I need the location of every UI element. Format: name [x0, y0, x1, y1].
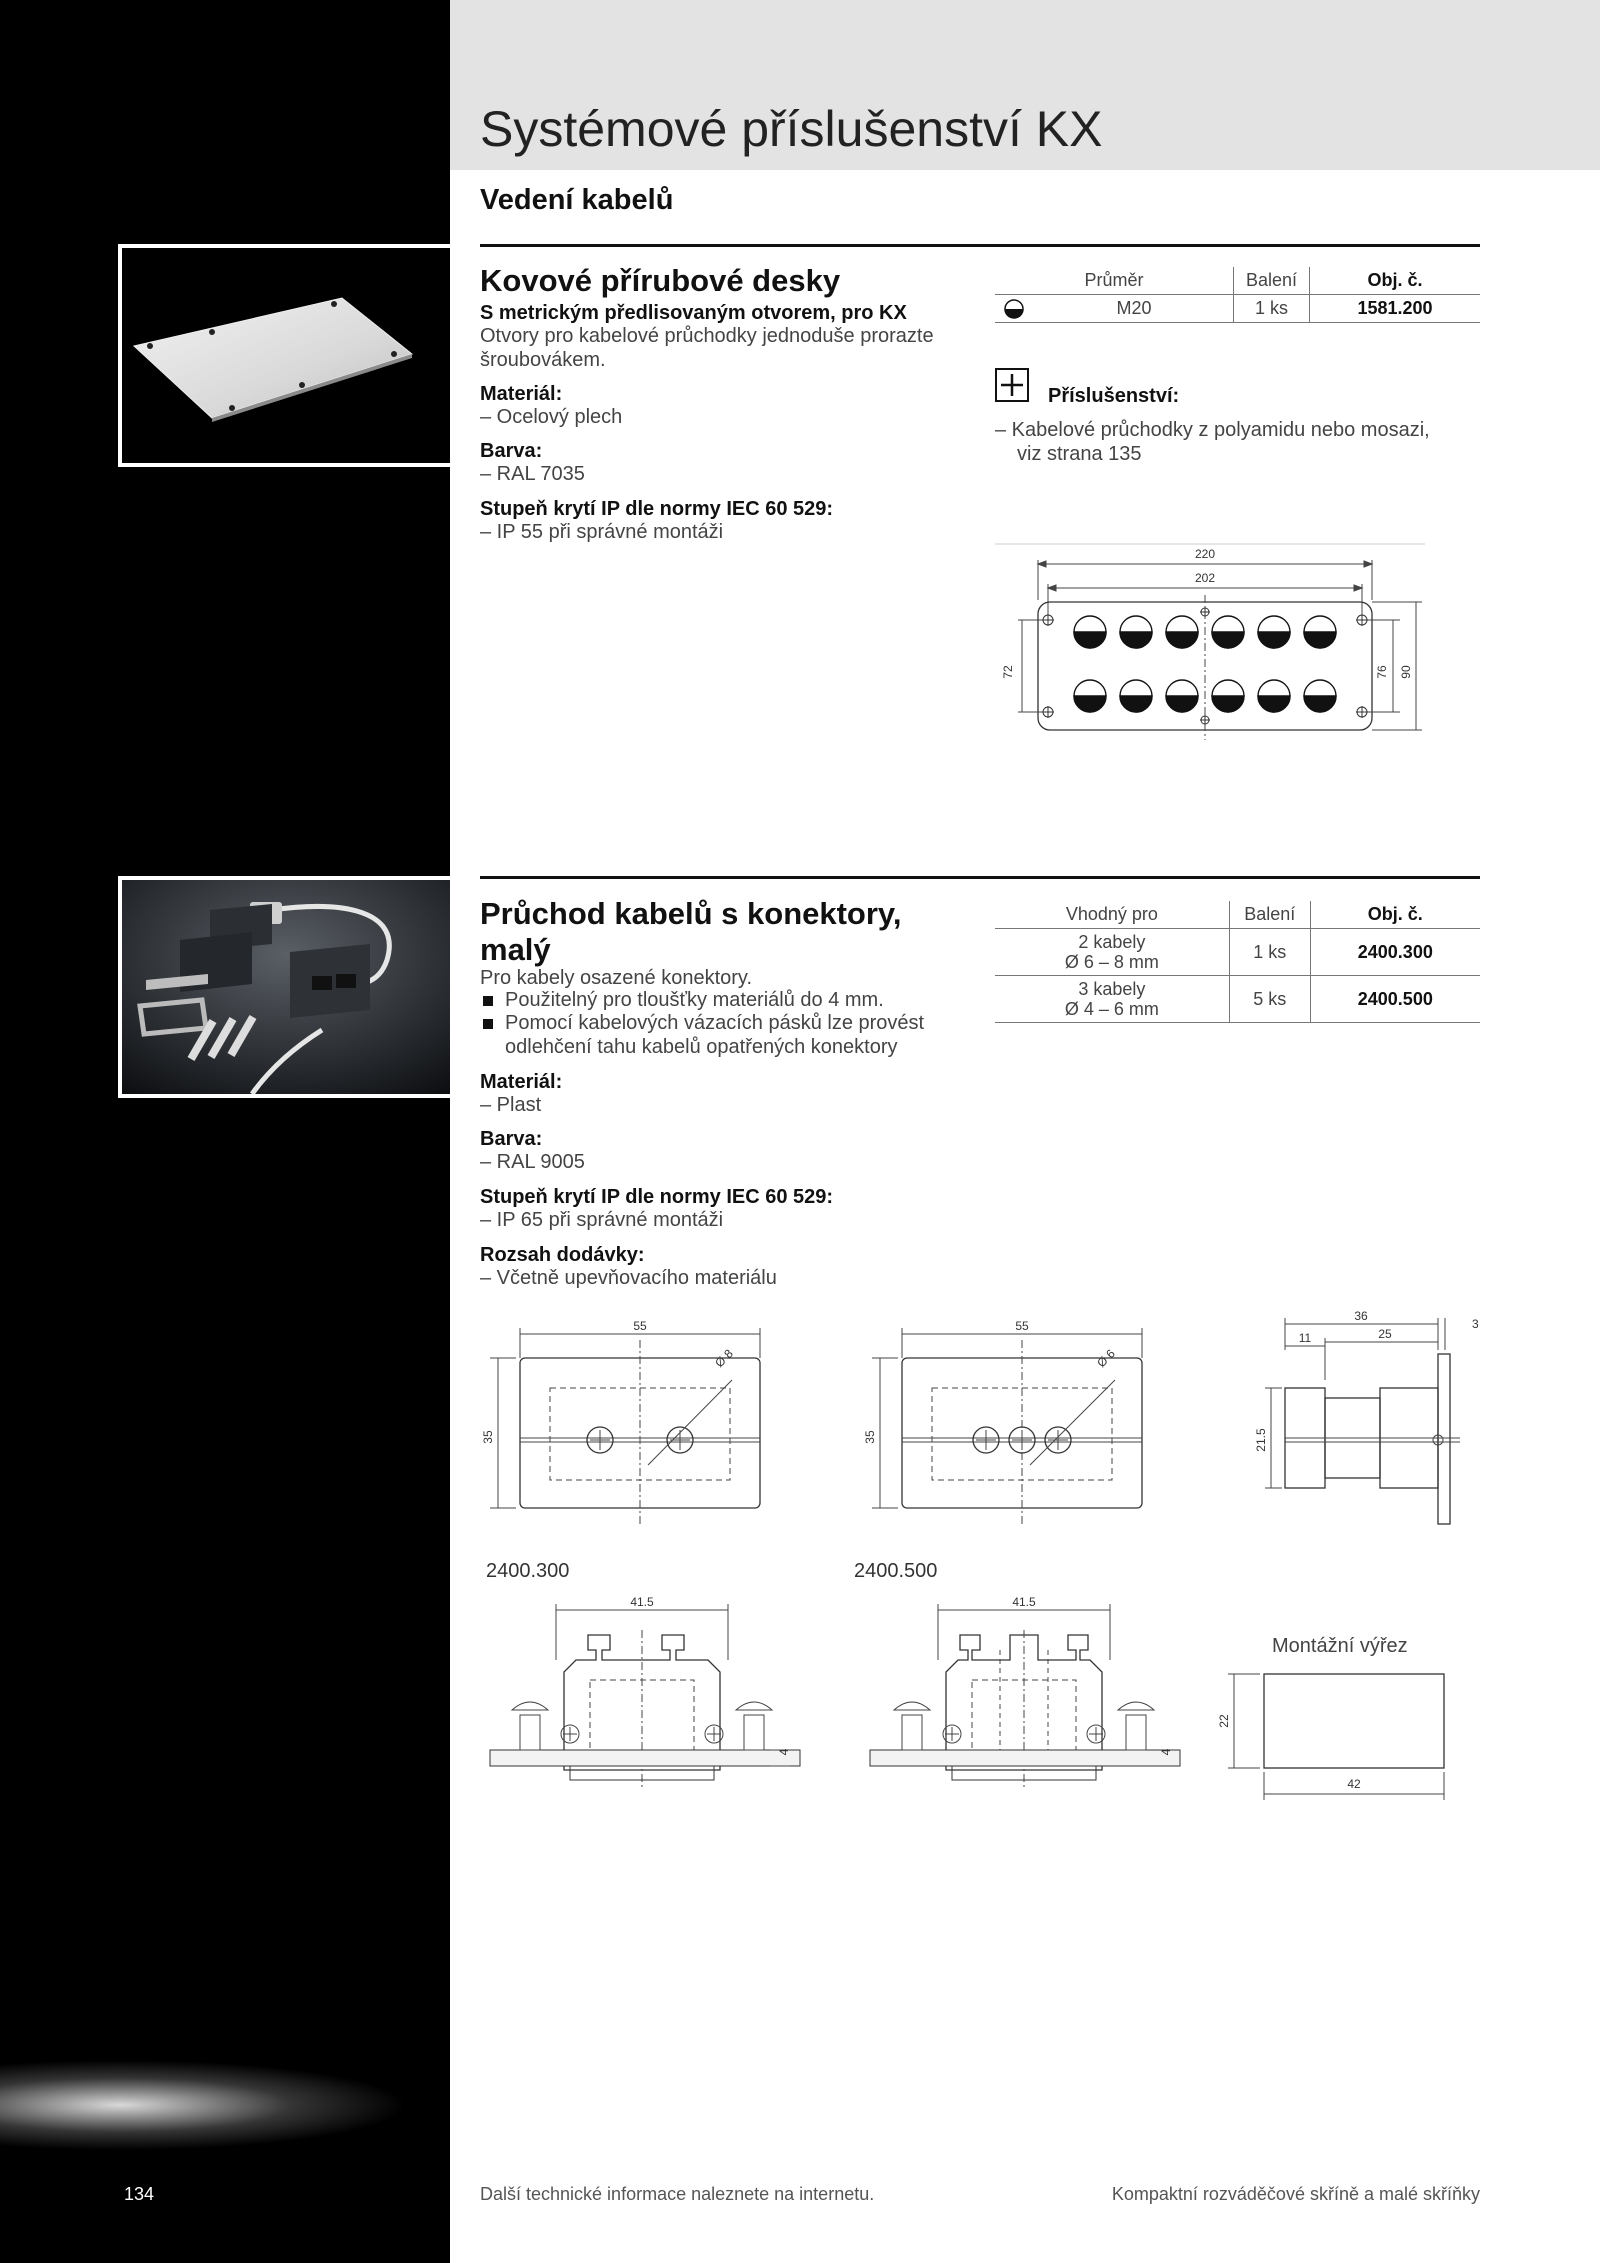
plus-icon [995, 368, 1029, 402]
dim-220: 220 [1194, 547, 1216, 561]
dim-25: 25 [1378, 1327, 1392, 1341]
cell-pack: 1 ks [1234, 295, 1310, 323]
col-suitable: Vhodný pro [995, 901, 1229, 929]
cutout-label: Montážní výřez [1272, 1635, 1408, 1657]
dim-41-5-b: 41.5 [1012, 1595, 1036, 1609]
product2-color-label: Barva: [480, 1128, 543, 1150]
product1-color-value: – RAL 7035 [480, 463, 585, 485]
col-order: Obj. č. [1310, 267, 1481, 295]
knockout-hole-fill [1074, 696, 1106, 712]
dim-4-a: 4 [777, 1748, 791, 1756]
section-subtitle: Vedení kabelů [480, 184, 674, 216]
footer-catalog: Kompaktní rozváděčové skříně a malé skříňky [1111, 2184, 1480, 2204]
flange-plate-drawing [990, 540, 1440, 750]
front-view-2400-300 [481, 1319, 760, 1525]
table-row [995, 929, 1480, 976]
knockout-hole-fill [1074, 632, 1106, 648]
product2-ip-label: Stupeň krytí IP dle normy IEC 60 529: [480, 1186, 834, 1208]
dim-90: 90 [1399, 665, 1413, 679]
dim-42: 42 [1347, 1777, 1361, 1791]
knockout-hole-fill [1212, 696, 1244, 712]
accessories-line-1: – Kabelové průchodky z polyamidu nebo mosazi, [995, 419, 1430, 441]
product2-title-1: Průchod kabelů s konektory, [480, 896, 902, 931]
dim-d6: Ø 6 [1094, 1346, 1118, 1371]
dim-36: 36 [1354, 1310, 1368, 1323]
table-row [995, 976, 1480, 1023]
side-view [1254, 1310, 1479, 1524]
cell-pack: 1 ks [1229, 929, 1310, 976]
half-circle-icon [1003, 298, 1025, 320]
product1-material-value: – Ocelový plech [480, 406, 623, 428]
dim-76: 76 [1375, 665, 1389, 679]
cell-order: 2400.500 [1310, 976, 1480, 1023]
product1-color-label: Barva: [480, 440, 543, 462]
section-view-2400-300 [490, 1595, 800, 1790]
product1-subtitle: S metrickým předlisovaným otvorem, pro KX [480, 302, 907, 324]
product1-material-label: Materiál: [480, 383, 563, 405]
label-2400-500: 2400.500 [854, 1560, 938, 1582]
knockout-symbol-cell [995, 295, 1035, 323]
knockout-hole-fill [1166, 632, 1198, 648]
table-header-row [995, 267, 1480, 295]
bullet-square [483, 1019, 493, 1029]
col-diameter: Průměr [995, 267, 1234, 295]
product2-scope-value: – Včetně upevňovacího materiálu [480, 1267, 777, 1289]
bullet-item [480, 1012, 924, 1035]
dim-d8: Ø 8 [712, 1346, 736, 1371]
table-row [995, 295, 1480, 323]
col-pack: Balení [1229, 901, 1310, 929]
bullet-text: Použitelný pro tloušťky materiálů do 4 mm. [505, 989, 884, 1011]
knockout-hole-fill [1120, 696, 1152, 712]
label-2400-300: 2400.300 [486, 1560, 570, 1582]
dim-41-5-a: 41.5 [630, 1595, 654, 1609]
product1-ip-label: Stupeň krytí IP dle normy IEC 60 529: [480, 498, 834, 520]
cell-order: 1581.200 [1310, 295, 1481, 323]
dim-22: 22 [1217, 1714, 1231, 1728]
cell-diameter: M20 [1035, 295, 1234, 323]
section-rule-1 [480, 244, 1480, 247]
dim-21-5: 21.5 [1254, 1428, 1268, 1452]
product2-scope-label: Rozsah dodávky: [480, 1244, 645, 1266]
product1-ip-value: – IP 55 při správné montáži [480, 521, 724, 543]
mounting-cutout [1217, 1635, 1444, 1800]
product2-material-label: Materiál: [480, 1071, 563, 1093]
product2-color-value: – RAL 9005 [480, 1151, 585, 1173]
flange-plate-photo [118, 244, 454, 467]
cell-suitable-count: 3 kabely [1078, 979, 1146, 999]
dim-11: 11 [1298, 1331, 1312, 1345]
knockout-hole-fill [1304, 696, 1336, 712]
dim-202: 202 [1194, 571, 1216, 585]
cell-suitable-diameter: Ø 6 – 8 mm [1064, 952, 1159, 972]
cell-order: 2400.300 [1310, 929, 1480, 976]
dim-35-a: 35 [481, 1430, 495, 1444]
knockout-hole-fill [1304, 632, 1336, 648]
dim-72: 72 [1001, 665, 1015, 679]
bullet-item [480, 989, 884, 1012]
cell-pack: 5 ks [1229, 976, 1310, 1023]
knockout-hole-fill [1120, 632, 1152, 648]
bullet-text: Pomocí kabelových vázacích pásků lze provést [505, 1012, 925, 1034]
cell-suitable [995, 929, 1229, 976]
bullet-square [483, 996, 493, 1006]
product2-material-value: – Plast [480, 1094, 542, 1116]
product1-desc-1: Otvory pro kabelové průchodky jednoduše prorazte [480, 325, 934, 347]
product1-table [995, 267, 1480, 323]
accessories-line-2: viz strana 135 [1017, 443, 1142, 465]
product1-desc-2: šroubovákem. [480, 349, 606, 371]
knockout-hole-fill [1212, 632, 1244, 648]
footer-note: Další technické informace naleznete na internetu. [480, 2184, 875, 2204]
cable-entry-drawings [470, 1310, 1490, 1830]
product2-ip-value: – IP 65 při správné montáži [480, 1209, 724, 1231]
cell-suitable [995, 976, 1229, 1023]
knockout-hole-fill [1166, 696, 1198, 712]
page-title: Systémové příslušenství KX [480, 101, 1103, 157]
product2-desc: Pro kabely osazené konektory. [480, 967, 753, 989]
product2-table [995, 901, 1480, 1023]
knockout-hole-fill [1258, 696, 1290, 712]
section-rule-2 [480, 876, 1480, 879]
cable-entry-photo [118, 876, 454, 1098]
col-order: Obj. č. [1310, 901, 1480, 929]
col-pack: Balení [1234, 267, 1310, 295]
section-view-2400-500 [870, 1595, 1180, 1790]
dim-35-b: 35 [863, 1430, 877, 1444]
cell-suitable-count: 2 kabely [1078, 932, 1146, 952]
dim-55-b: 55 [1015, 1319, 1029, 1333]
dim-3: 3 [1472, 1317, 1479, 1331]
dim-4-b: 4 [1159, 1748, 1173, 1756]
bullet-text-cont: odlehčení tahu kabelů opatřených konektory [505, 1036, 898, 1058]
front-view-2400-500 [863, 1319, 1142, 1525]
product2-title-2: malý [480, 932, 551, 967]
table-header-row [995, 901, 1480, 929]
dim-55-a: 55 [633, 1319, 647, 1333]
cell-suitable-diameter: Ø 4 – 6 mm [1064, 999, 1159, 1019]
product1-title: Kovové přírubové desky [480, 263, 841, 298]
page-number: 134 [124, 2184, 155, 2204]
knockout-hole-fill [1258, 632, 1290, 648]
accessories-label: Příslušenství: [1048, 385, 1180, 407]
